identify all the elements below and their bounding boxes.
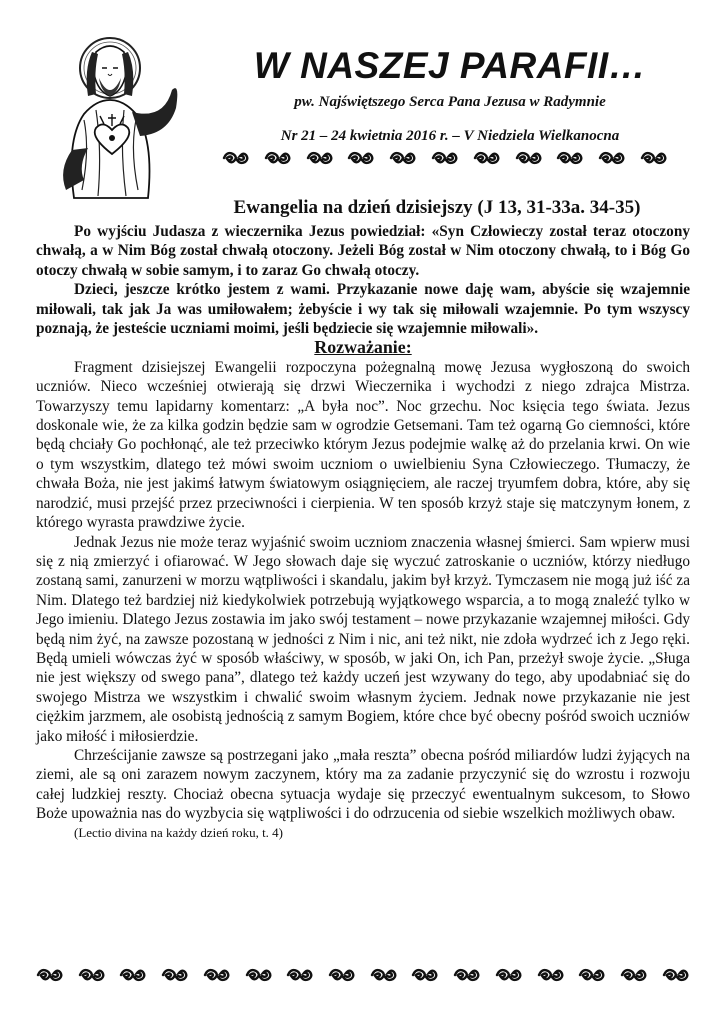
fleuron-icon [203,967,231,983]
fleuron-icon [495,967,523,983]
reflection-paragraph: Fragment dzisiejszej Ewangelii rozpoczyna pożegnalną mowę Jezusa wygłoszoną do swoich uczniów. Nieco wcześniej otwierają się drzwi Wieczernika i wychodzi z niego zdrajca Mistrza. Towarzyszy temu lapidarny komentarz: „A była noc”. Noc grzechu. Noc księcia tego świata. Jezus doskonale wie, że za kilka godzin będzie sam w ogrodzie Getsemani. Tam też ogarną Go ciemności, które będą chciały Go pochłonąć, ale też przeciwko którym Jezus podejmie walkę aż do przelania krwi. On wie o tym wszystkim, dlatego też mówi swoim uczniom o uwielbieniu Syna Człowieczego. Tłumaczy, że chwała Boża, nie jest jakimś łatwym światowym osiągnięciem, ale raczej tryumfem dobra, które, aby się narodzić, musi przejść przez przeciwności i cierpienia. W ten sposób krzyż staje się matczynym łonem, z którego wyrasta prawdziwe życie. [36,358,690,532]
fleuron-icon [370,967,398,983]
fleuron-icon [537,967,565,983]
fleuron-icon [556,150,584,166]
fleuron-icon [620,967,648,983]
fleuron-icon [473,150,501,166]
fleuron-icon [245,967,273,983]
gospel-paragraph: Dzieci, jeszcze krótko jestem z wami. Przykazanie nowe daję wam, abyście się wzajemnie miłowali, tak jak Ja was umiłowałem; żebyście i wy tak się miłowali wzajemnie. Po tym wszyscy poznają, że jesteście uczniami moimi, jeśli będziecie się wzajemnie miłowali». [36,281,690,338]
source-citation: (Lectio divina na każdy dzień roku, t. 4) [74,824,284,840]
fleuron-icon [222,150,250,166]
fleuron-divider-bottom [36,967,690,983]
fleuron-icon [347,150,375,166]
fleuron-icon [411,967,439,983]
reflection-paragraph: Jednak Jezus nie może teraz wyjaśnić swoim uczniom znaczenia własnej śmierci. Sam wpierw musi się z nią zmierzyć i ofiarować. W Jego słowach daje się wyczuć zatroskanie o uczniów, którzy niedługo zostaną sami, zanurzeni w morzu wątpliwości i skandalu, jakim był krzyż. Tymczasem nie mogą już iść za Nim. Dlatego też bardziej niż kiedykolwiek potrzebują wyjątkowego wsparcia, a to mogą znaleźć tylko w Jego imieniu. Dlatego Jezus zostawia im jako swój testament – nowe przykazanie wzajemnej miłości. Gdy będą nim żyć, na zawsze pozostaną w jedności z Nim i nic, ani też nikt, nie zdoła wydrzeć ich z Jego ręki. Będą umieli wówczas żyć w sposób właściwy, w sposób, w jaki On, ich Pan, przeżył swoje życie. „Sługa nie jest większy od swego pana”, dlatego też każdy uczeń jest wzywany do tego, aby upodabniać się do swojego Mistrza we wszystkim i chwalić swoim własnym życiem. Jednak nowe przykazanie nie jest ciężkim jarzmem, ale osobistą jednością z samym Bogiem, które chce być obecny pośród swoich uczniów jako miłość i miłosierdzie. [36,533,690,745]
reflection-section [36,338,690,840]
fleuron-icon [453,967,481,983]
fleuron-icon [578,967,606,983]
reflection-paragraph: Chrześcijanie zawsze są postrzegani jako „mała reszta” obecna pośród miliardów ludzi żyjących na ziemi, ale są oni zarazem nowym zaczynem, który ma za zadanie przyczynić się do wzrostu i rozwoju całej ludzkiej reszty. Chociaż obecna sytuacja wydaje się przeczyć ewentualnym sukcesom, to Słowo Boże upoważnia nas do wyzbycia się wątpliwości i do odrzucenia od siebie wszelkich możliwych obaw. [36,746,690,823]
fleuron-icon [515,150,543,166]
fleuron-icon [389,150,417,166]
fleuron-icon [598,150,626,166]
gospel-section [36,196,690,338]
fleuron-icon [161,967,189,983]
fleuron-icon [119,967,147,983]
fleuron-icon [36,967,64,983]
fleuron-icon [306,150,334,166]
fleuron-icon [328,967,356,983]
main-content [36,196,690,841]
newsletter-title: W NASZEJ PARAFII… [253,45,647,86]
fleuron-icon [286,967,314,983]
fleuron-icon [662,967,690,983]
sacred-heart-of-jesus-icon [44,30,194,200]
issue-line: Nr 21 – 24 kwietnia 2016 r. – V Niedziela Wielkanocna [280,128,620,144]
fleuron-icon [264,150,292,166]
fleuron-icon [640,150,668,166]
fleuron-icon [431,150,459,166]
gospel-paragraph: Po wyjściu Judasza z wieczernika Jezus powiedział: «Syn Człowieczy został teraz otoczony chwałą, a w Nim Bóg został chwałą otoczony. Jeżeli Bóg został w Nim otoczony chwałą, to i Bóg Go otoczy chwałą w sobie samym, i to zaraz Go chwałą otoczy. [36,223,690,279]
reflection-heading: Rozważanie: [314,337,412,358]
gospel-title: Ewangelia na dzień dzisiejszy (J 13, 31-33a. 34-35) [233,197,641,218]
fleuron-icon [78,967,106,983]
fleuron-divider-top [222,150,668,166]
parish-subtitle: pw. Najświętszego Serca Pana Jezusa w Radymnie [294,94,606,110]
